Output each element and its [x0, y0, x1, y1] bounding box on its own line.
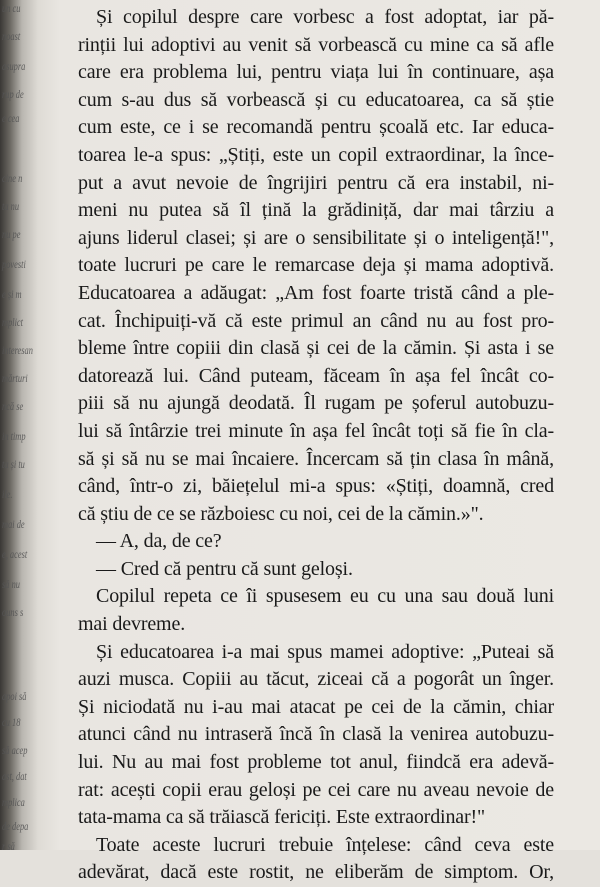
bleed-text-line: ast, dat — [2, 769, 27, 783]
bleed-text-line: un cu — [2, 1, 21, 15]
text-line: lui. Nu au mai fost probleme tot anul, fiindcă era adevă- — [78, 751, 554, 774]
bleed-text-line: mplica — [2, 795, 25, 809]
bleed-text-line: noast — [2, 29, 21, 43]
text-line: put a avut nevoie de îngrijiri pentru că era instabil, ni- — [78, 171, 554, 194]
bleed-text-line: ile. — [2, 487, 13, 501]
text-line: — A, da, de ce? — [96, 530, 222, 553]
bleed-text-line: să acep — [2, 743, 28, 757]
text-line: Și niciodată nu i-au mai atacat pe cei de la cămin, chiar — [78, 695, 554, 718]
bleed-text-line: ta nu — [2, 199, 20, 213]
bleed-text-line: nu pe — [2, 227, 21, 241]
text-line: piii să nu ajungă deodată. Îl rugam pe șoferul autobuzu- — [78, 392, 554, 415]
text-line: care era problema lui, pentru viața lui în continuare, așa — [78, 61, 554, 84]
bleed-text-line: in timp — [2, 429, 26, 443]
text-line: datorează lui. Când puteam, făceam în așa fel încât co- — [78, 364, 554, 387]
text-line: bleme între copiii din clasă și cei de la cămin. Și asta i se — [78, 337, 554, 360]
text-line: Și educatoarea i-a mai spus mamei adoptive: „Puteai să — [96, 640, 554, 663]
text-line: cat. Închipuiți-vă că este primul an când nu au fost pro- — [78, 309, 554, 332]
bleed-text-line: apoi să — [2, 689, 27, 703]
bleed-text-line: ouns s — [2, 605, 24, 619]
text-line: meni nu putea să îl țină la grădiniță, dar mai târziu a — [78, 199, 554, 222]
previous-page-bleed-strip — [2, 0, 36, 853]
bleed-text-line: ncă se — [2, 399, 24, 413]
bleed-text-line: ta și tu — [2, 457, 25, 471]
text-line: ajuns liderul clasei; și are o sensibilitate și o inteligență!", — [78, 226, 554, 249]
text-line: tata-mama ca să trăiască fericiți. Este extraordinar!" — [78, 806, 486, 829]
text-line: să și să nu se mai încaiere. Încercam să țin clasa în mână, — [78, 447, 554, 470]
bleed-text-line: rup de — [2, 87, 24, 101]
bleed-text-line: mărturi — [2, 371, 28, 385]
text-line: mai devreme. — [78, 613, 186, 636]
body-text — [78, 4, 554, 887]
text-line: toate lucruri pe care le remarcase deja și mama adoptivă. — [78, 254, 554, 277]
bleed-text-line: e și m — [2, 287, 22, 301]
bleed-text-line: interesan — [2, 343, 33, 357]
text-line: lui să întârzie trei minute în așa fel încât toți să fie în cla- — [78, 419, 554, 442]
text-line: auzi musca. Copiii au tăcut, ziceai că a pogorât un înger. — [78, 668, 554, 691]
text-line: cum este, ce i se recomandă pentru școală etc. Iar educa- — [78, 116, 554, 139]
text-line: rat: acești copii erau geloși pe cei care nu aveau nevoie de — [78, 778, 554, 801]
text-line: — Cred că pentru că sunt geloși. — [96, 557, 353, 580]
text-line: Educatoarea a adăugat: „Am fost foarte tristă când a ple- — [78, 281, 554, 304]
text-line: toarea le-a spus: „Știți, este un copil extraordinar, la înce- — [78, 143, 554, 166]
bleed-text-line: mai de — [2, 517, 25, 531]
bleed-text-line: asupra — [2, 59, 26, 73]
text-line: Toate aceste lucruri trebuie înțelese: când ceva este — [96, 833, 554, 856]
bleed-text-line: mplict — [2, 315, 23, 329]
text-line: că știu de ce se războiesc cu noi, cei de la cămin.»". — [78, 502, 484, 525]
text-line: când, într-o zi, băiețelul mi-a spus: «Știți, doamnă, cred — [78, 475, 554, 498]
text-line: Copilul repeta ce îi spusesem eu cu una sau două luni — [96, 585, 554, 608]
bleed-text-line: e cea — [2, 111, 20, 125]
bleed-text-line: povesti — [2, 257, 26, 271]
text-line: adevărat, dacă este rostit, ne eliberăm de simptom. Or, — [78, 861, 554, 884]
bleed-text-line: cu 18 — [2, 715, 21, 729]
bleed-text-line: cine n — [2, 171, 23, 185]
text-line: atunci când nu intraseră încă în clasă la venirea autobuzu- — [78, 723, 554, 746]
text-line: cum s-au dus să vorbească și cu educatoarea, ca să știe — [78, 88, 554, 111]
bleed-text-line: r să — [2, 839, 15, 853]
text-line: rinții lui adoptivi au venit să vorbească cu mine ca să afle — [78, 33, 554, 56]
bleed-text-line: e, acest — [2, 547, 28, 561]
bleed-text-line: de depa — [2, 819, 29, 833]
text-line: Și copilul despre care vorbesc a fost adoptat, iar pă- — [96, 6, 554, 28]
bleed-text-line: să nu — [2, 577, 20, 591]
